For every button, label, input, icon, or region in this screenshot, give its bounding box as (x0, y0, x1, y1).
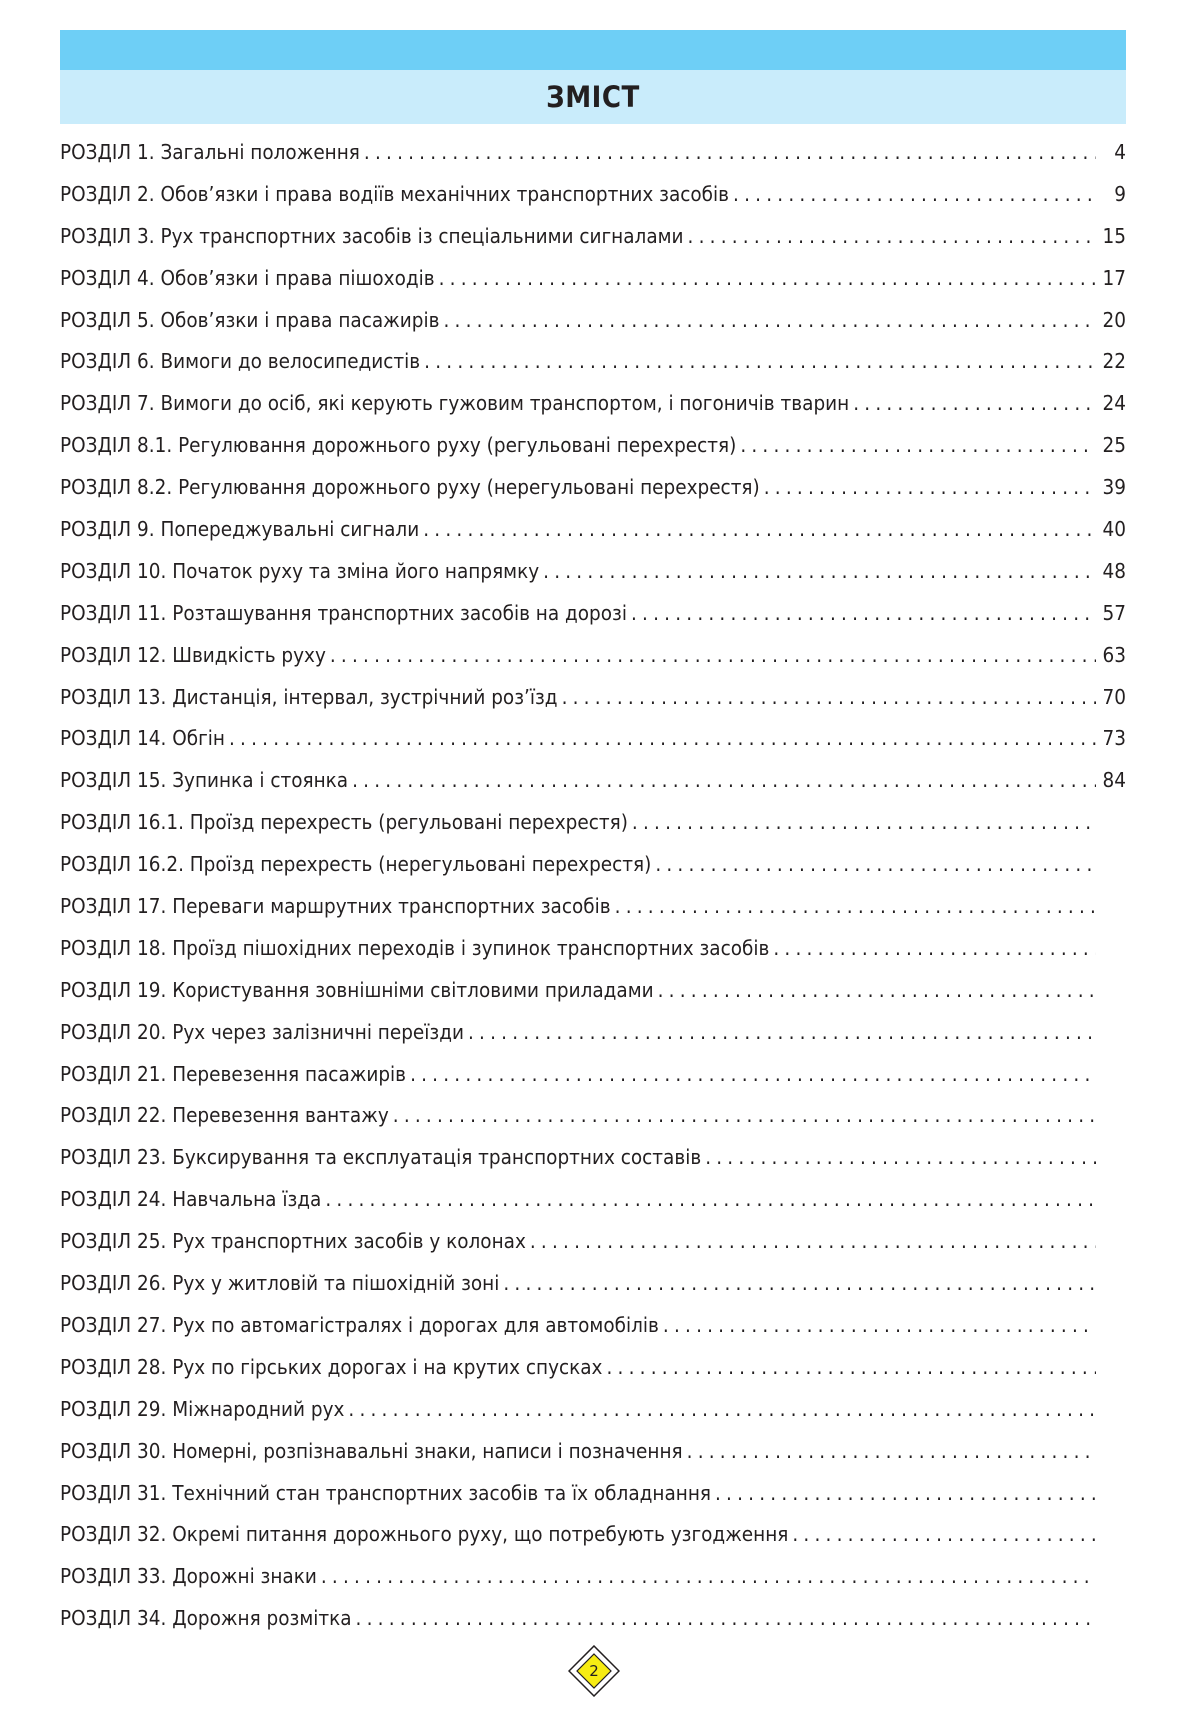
toc-leader-dots (792, 1522, 1096, 1546)
toc-entry-page: 25 (1102, 433, 1126, 458)
toc-leader-dots (468, 1020, 1096, 1044)
toc-entry (60, 1229, 1126, 1271)
toc-leader-dots (356, 1606, 1096, 1630)
toc-entry-title: РОЗДІЛ 12. Швидкість руху (60, 642, 326, 667)
toc-entry-title: РОЗДІЛ 29. Міжнародний рух (60, 1396, 345, 1421)
toc-leader-dots (330, 643, 1096, 667)
toc-entry-page: 4 (1114, 140, 1126, 164)
toc-entry (60, 1145, 1126, 1187)
toc-entry-title: РОЗДІЛ 32. Окремі питання дорожнього руху, що потребують узгодження (60, 1522, 789, 1547)
toc-leader-dots (688, 224, 1096, 248)
toc-entry (60, 182, 1126, 224)
toc-entry (60, 1564, 1126, 1606)
toc-entry (60, 1020, 1126, 1062)
toc-leader-dots (764, 475, 1096, 499)
toc-entry (60, 140, 1126, 182)
toc-leader-dots (740, 433, 1096, 457)
toc-leader-dots (687, 1439, 1096, 1463)
toc-leader-dots (321, 1564, 1096, 1588)
toc-entry-page: 22 (1102, 349, 1126, 374)
toc-leader-dots (733, 182, 1096, 206)
toc-entry-title: РОЗДІЛ 23. Буксирування та експлуатація транспортних составів (60, 1145, 702, 1170)
toc-leader-dots (562, 685, 1096, 709)
toc-entry (60, 1522, 1126, 1564)
toc-leader-dots (543, 559, 1096, 583)
toc-entry (60, 475, 1126, 517)
toc-entry-title: РОЗДІЛ 5. Обов’язки і права пасажирів (60, 307, 440, 332)
toc-entry (60, 936, 1126, 978)
toc-entry-page: 9 (1114, 181, 1126, 206)
header-title-band (60, 70, 1126, 124)
toc-entry-title: РОЗДІЛ 19. Користування зовнішніми світловими приладами (60, 977, 654, 1002)
toc-entry-title: РОЗДІЛ 22. Перевезення вантажу (60, 1103, 389, 1128)
toc-entry-title: РОЗДІЛ 30. Номерні, розпізнавальні знаки, написи і позначення (60, 1438, 683, 1463)
toc-entry-title: РОЗДІЛ 28. Рух по гірських дорогах і на крутих спусках (60, 1354, 603, 1379)
toc-entry (60, 349, 1126, 391)
toc-entry-title: РОЗДІЛ 24. Навчальна їзда (60, 1187, 322, 1212)
toc-leader-dots (530, 1229, 1096, 1253)
toc-entry (60, 1313, 1126, 1355)
toc-entry-title: РОЗДІЛ 16.2. Проїзд перехресть (нерегульовані перехрестя) (60, 852, 652, 877)
toc-entry-title: РОЗДІЛ 17. Переваги маршрутних транспортних засобів (60, 894, 611, 919)
toc-entry (60, 433, 1126, 475)
toc-entry (60, 601, 1126, 643)
toc-leader-dots (443, 308, 1096, 332)
toc-entry-title: РОЗДІЛ 6. Вимоги до велосипедистів (60, 349, 421, 374)
toc-leader-dots (229, 726, 1096, 750)
toc-entry (60, 1271, 1126, 1313)
toc-entry (60, 726, 1126, 768)
toc-entry (60, 517, 1126, 559)
toc-entry-title: РОЗДІЛ 34. Дорожня розмітка (60, 1606, 352, 1631)
toc-leader-dots (705, 1145, 1096, 1169)
toc-entry-title: РОЗДІЛ 4. Обов’язки і права пішоходів (60, 265, 435, 290)
toc-entry-page: 70 (1102, 684, 1126, 709)
toc-entry-page: 48 (1102, 558, 1126, 583)
table-of-contents (60, 140, 1126, 1648)
toc-entry (60, 391, 1126, 433)
toc-entry-title: РОЗДІЛ 31. Технічний стан транспортних засобів та їх обладнання (60, 1480, 711, 1505)
page-number: 2 (589, 1662, 599, 1680)
toc-entry-title: РОЗДІЛ 7. Вимоги до осіб, які керують гужовим транспортом, і погоничів тварин (60, 391, 850, 416)
toc-leader-dots (663, 1313, 1096, 1337)
toc-entry (60, 852, 1126, 894)
toc-entry-title: РОЗДІЛ 20. Рух через залізничні переїзди (60, 1019, 464, 1044)
toc-entry (60, 1103, 1126, 1145)
toc-entry-page: 84 (1102, 768, 1126, 793)
toc-entry-page: 39 (1102, 475, 1126, 500)
toc-leader-dots (503, 1271, 1096, 1295)
toc-entry-page: 57 (1102, 600, 1126, 625)
toc-entry-title: РОЗДІЛ 9. Попереджувальні сигнали (60, 517, 420, 542)
toc-entry (60, 1397, 1126, 1439)
toc-entry-title: РОЗДІЛ 11. Розташування транспортних засобів на дорозі (60, 600, 627, 625)
toc-entry-page: 15 (1102, 223, 1126, 248)
toc-leader-dots (325, 1187, 1096, 1211)
toc-leader-dots (853, 391, 1096, 415)
toc-leader-dots (348, 1397, 1096, 1421)
toc-entry-page: 24 (1102, 391, 1126, 416)
toc-leader-dots (393, 1103, 1096, 1127)
toc-entry-page: 20 (1102, 307, 1126, 332)
toc-entry-title: РОЗДІЛ 1. Загальні положення (60, 140, 360, 164)
toc-entry (60, 1355, 1126, 1397)
toc-leader-dots (439, 266, 1096, 290)
toc-entry (60, 685, 1126, 727)
toc-entry-page: 40 (1102, 517, 1126, 542)
toc-entry (60, 1481, 1126, 1523)
toc-entry (60, 810, 1126, 852)
toc-entry (60, 559, 1126, 601)
toc-leader-dots (655, 852, 1096, 876)
toc-entry (60, 1439, 1126, 1481)
toc-entry-title: РОЗДІЛ 27. Рух по автомагістралях і дорогах для автомобілів (60, 1312, 659, 1337)
toc-entry (60, 1062, 1126, 1104)
toc-entry-page: 63 (1102, 642, 1126, 667)
toc-entry-title: РОЗДІЛ 8.1. Регулювання дорожнього руху (регульовані перехрестя) (60, 433, 737, 458)
toc-entry-title: РОЗДІЛ 8.2. Регулювання дорожнього руху (нерегульовані перехрестя) (60, 475, 760, 500)
toc-entry (60, 1187, 1126, 1229)
toc-entry-title: РОЗДІЛ 3. Рух транспортних засобів із спеціальними сигналами (60, 223, 684, 248)
toc-entry-title: РОЗДІЛ 26. Рух у житловій та пішохідній зоні (60, 1271, 500, 1296)
toc-entry (60, 768, 1126, 810)
toc-leader-dots (658, 978, 1096, 1002)
toc-leader-dots (632, 810, 1096, 834)
page-number-badge (568, 1645, 620, 1697)
toc-leader-dots (715, 1481, 1096, 1505)
toc-entry-page: 17 (1102, 265, 1126, 290)
toc-entry-page: 73 (1102, 726, 1126, 751)
toc-leader-dots (352, 768, 1096, 792)
toc-entry (60, 643, 1126, 685)
toc-entry-title: РОЗДІЛ 16.1. Проїзд перехресть (регульовані перехрестя) (60, 810, 628, 835)
toc-entry (60, 1606, 1126, 1648)
toc-leader-dots (423, 517, 1096, 541)
toc-leader-dots (773, 936, 1096, 960)
toc-entry-title: РОЗДІЛ 2. Обов’язки і права водіїв механічних транспортних засобів (60, 181, 730, 206)
header-color-band (60, 30, 1126, 70)
toc-entry-title: РОЗДІЛ 15. Зупинка і стоянка (60, 768, 349, 793)
toc-entry (60, 308, 1126, 350)
toc-entry-title: РОЗДІЛ 14. Обгін (60, 726, 225, 751)
toc-entry-title: РОЗДІЛ 13. Дистанція, інтервал, зустрічний роз’їзд (60, 684, 558, 709)
toc-entry (60, 978, 1126, 1020)
toc-leader-dots (364, 140, 1096, 164)
toc-leader-dots (615, 894, 1096, 918)
toc-entry-title: РОЗДІЛ 10. Початок руху та зміна його напрямку (60, 558, 540, 583)
toc-entry (60, 224, 1126, 266)
toc-entry (60, 266, 1126, 308)
toc-leader-dots (631, 601, 1096, 625)
toc-entry-title: РОЗДІЛ 21. Перевезення пасажирів (60, 1061, 407, 1086)
toc-leader-dots (424, 349, 1096, 373)
toc-entry-title: РОЗДІЛ 33. Дорожні знаки (60, 1564, 317, 1589)
toc-entry-title: РОЗДІЛ 18. Проїзд пішохідних переходів і зупинок транспортних засобів (60, 935, 770, 960)
toc-leader-dots (606, 1355, 1096, 1379)
page-title: ЗМІСТ (546, 80, 640, 114)
toc-leader-dots (410, 1062, 1096, 1086)
toc-entry-title: РОЗДІЛ 25. Рух транспортних засобів у колонах (60, 1229, 526, 1254)
toc-entry (60, 894, 1126, 936)
